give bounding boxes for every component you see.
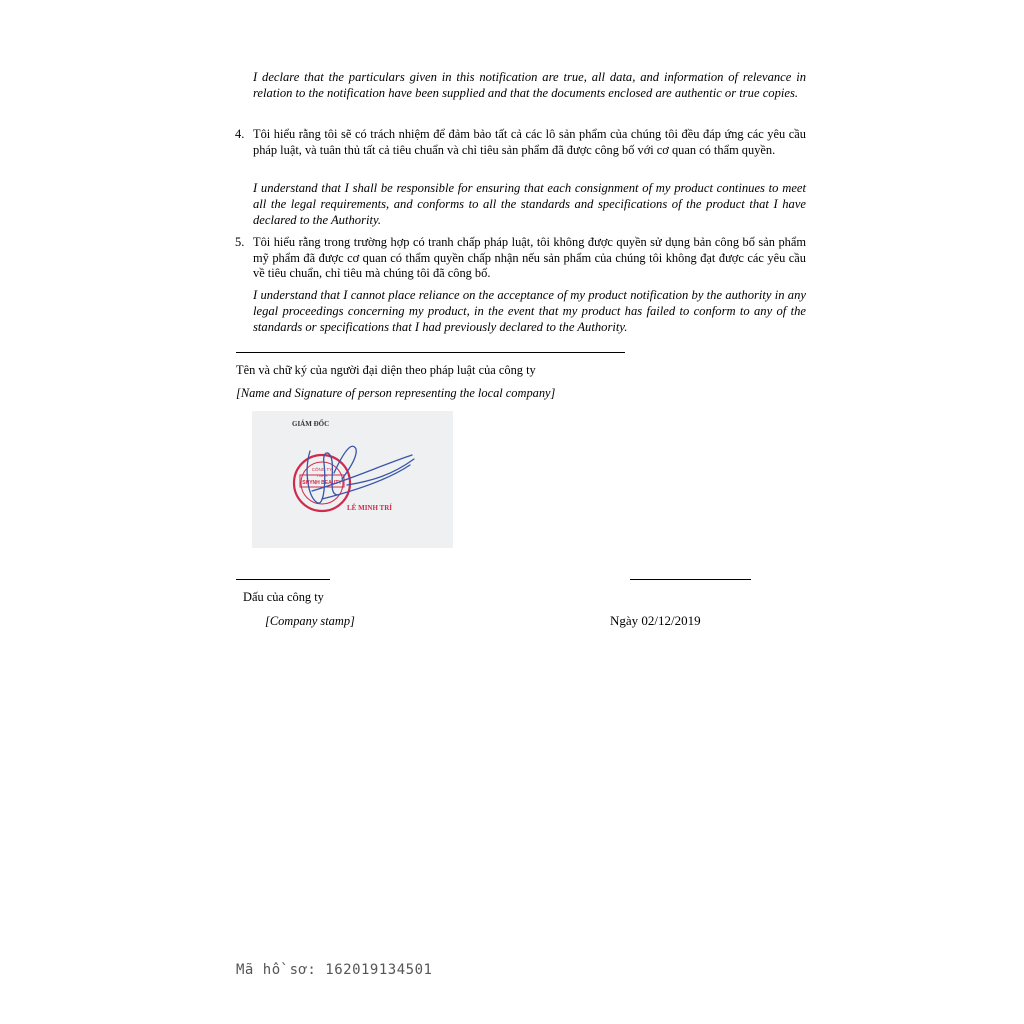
declaration-4-en: I understand that I shall be responsible for ensuring that each consignment of my product continues to meet all the legal requirements, and conforms to all the standards and specifications of the product that I have declared to the Authority. (253, 181, 806, 227)
signature-image (252, 411, 453, 548)
name-signature-label-vi: Tên và chữ ký của người đại diện theo pháp luật của công ty (236, 363, 536, 377)
declaration-5-vi: Tôi hiểu rằng trong trường hợp có tranh chấp pháp luật, tôi không được quyền sử dụng bản công bố sản phẩm mỹ phẩm đã được cơ quan có thẩm quyền chấp nhận nếu sản phẩm của chúng tôi không đạt được các yêu cầu về tiêu chuẩn, chỉ tiêu mà chúng tôi đã công bố. (253, 235, 806, 281)
declaration-3-en: I declare that the particulars given in this notification are true, all data, and information of relevance in relation to the notification have been supplied and that the documents enclosed are authentic or true copies. (253, 70, 806, 100)
item-5-number: 5. (235, 235, 245, 249)
signer-name: LÊ MINH TRÍ (347, 504, 392, 512)
declaration-4-vi: Tôi hiểu rằng tôi sẽ có trách nhiệm để đảm bảo tất cả các lô sản phẩm của chúng tôi đều đáp ứng các yêu cầu pháp luật, và tuân thủ tất cả tiêu chuẩn và chỉ tiêu sản phẩm đã được công bố với cơ quan có thẩm quyền. (253, 127, 806, 157)
company-stamp-label-en: [Company stamp] (265, 614, 355, 628)
item-4-number: 4. (235, 127, 245, 141)
director-title: GIÁM ĐỐC (292, 420, 330, 428)
declaration-5-en: I understand that I cannot place reliance on the acceptance of my product notification by the authority in any legal proceedings concerning my product, in the event that my product has failed to conform to any of the standards or specifications that I had previously declared to the Authority. (253, 288, 806, 334)
signature-line (236, 352, 625, 353)
date-line (630, 579, 751, 580)
name-signature-label-en: [Name and Signature of person representing the local company] (236, 386, 556, 400)
stamp-line (236, 579, 330, 580)
seal-line-2: TNHH (316, 473, 328, 478)
dossier-code: Mã hồ sơ: 162019134501 (236, 962, 433, 978)
company-stamp-label-vi: Dấu của công ty (243, 590, 324, 604)
seal-company: SHYNH BEAUTY (302, 480, 342, 486)
signature-stamp-graphic (252, 411, 453, 548)
seal-line-1: CÔNG TY (311, 467, 333, 472)
date-label: Ngày 02/12/2019 (610, 613, 701, 628)
